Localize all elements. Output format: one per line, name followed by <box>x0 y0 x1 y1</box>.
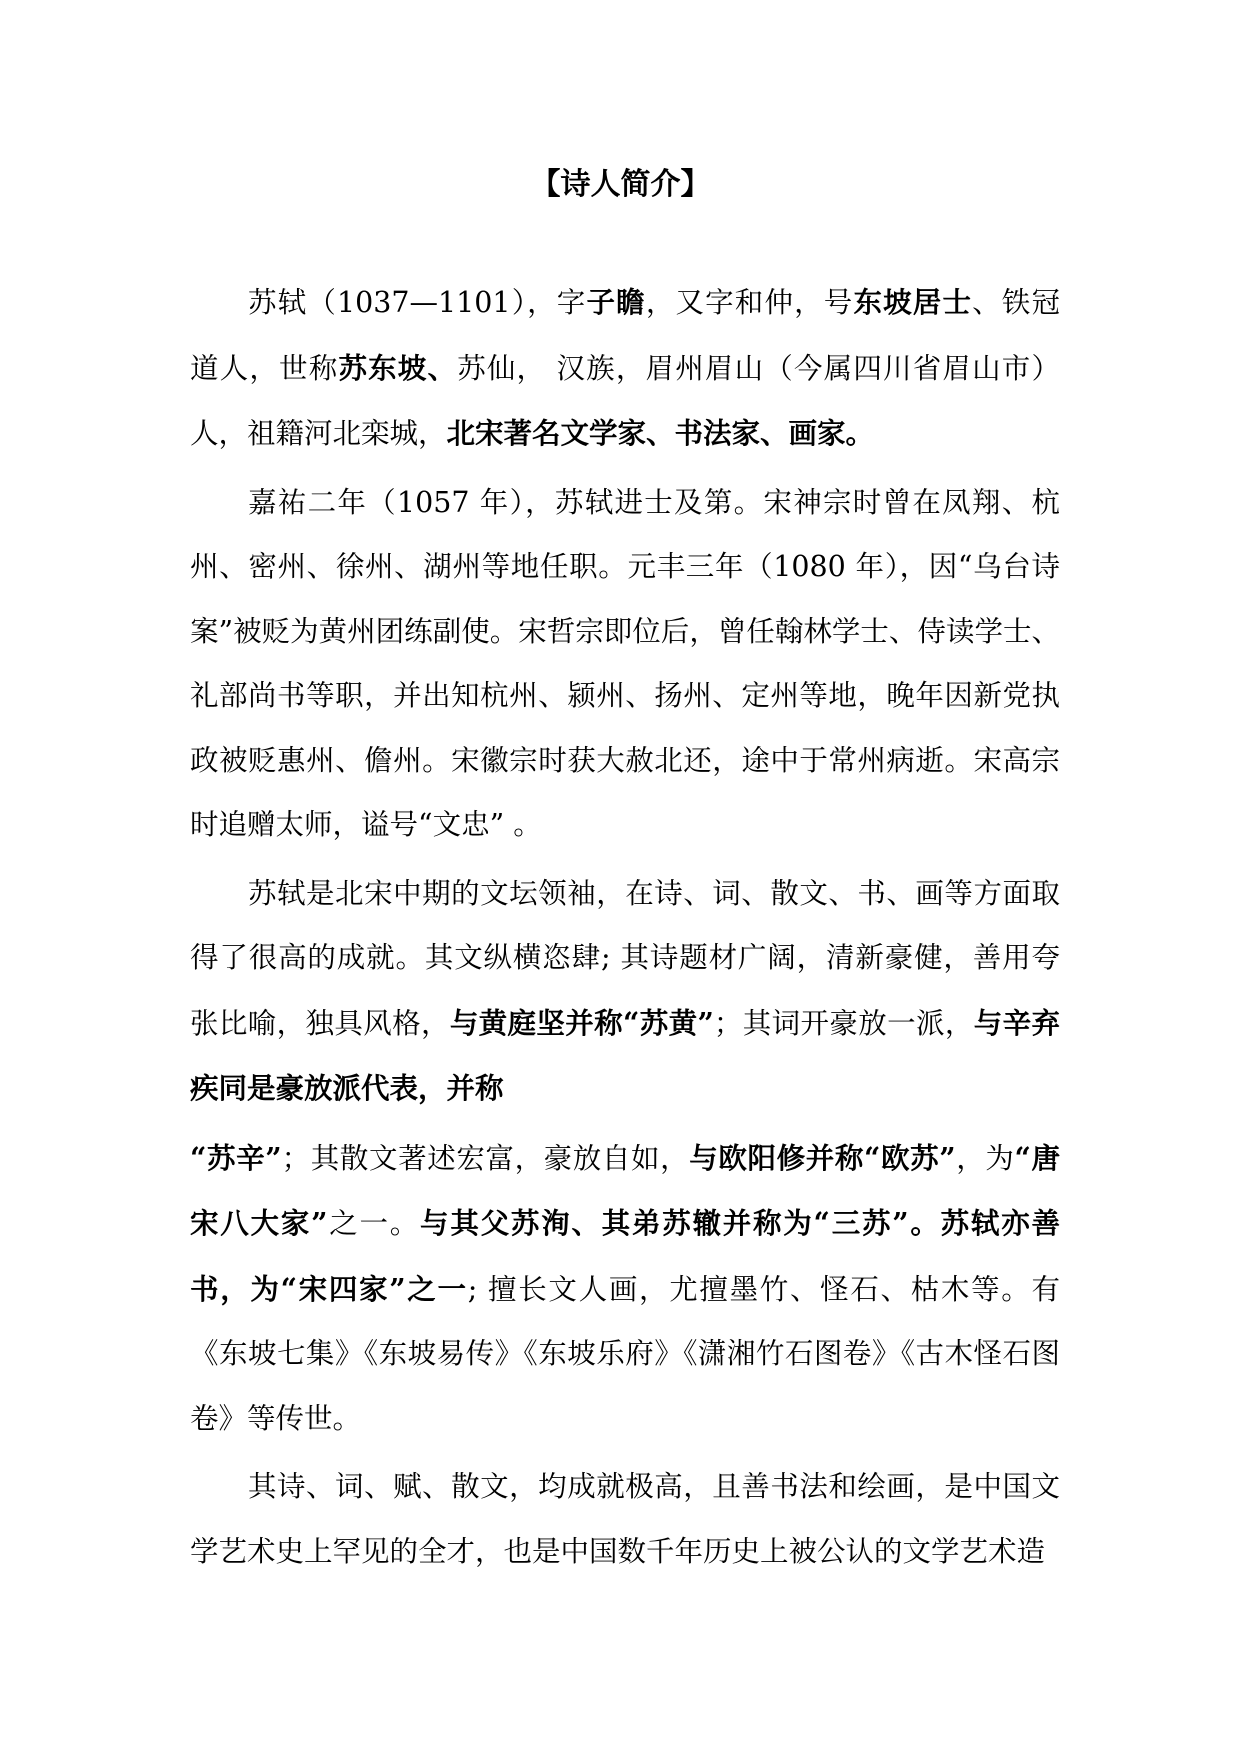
text-run: 苏轼（1037—1101），字 <box>248 286 587 319</box>
bold-run: 子瞻 <box>586 285 646 319</box>
text-run: 其诗、词、赋、散文，均成就极高，且善书法和绘画，是中国文学艺术史上罕见的全才，也是中国数千年历史上被公认的文学艺术造 <box>190 1470 1060 1568</box>
bold-run: 与辛弃疾同是豪放派代表，并称 <box>190 1005 1060 1105</box>
document-body <box>190 270 1060 1588</box>
bold-run: “唐宋八大家” <box>190 1140 1060 1240</box>
bold-run: “苏辛” <box>190 1140 282 1175</box>
text-run: 嘉祐二年（1057 年），苏轼进士及第。宋神宗时曾在凤翔、杭州、密州、徐州、湖州等地任职。元丰三年（1080 年），因“乌台诗案”被贬为黄州团练副使。宋哲宗即位后，曾任翰林学士、侍读学士、礼部尚书等职，并出知杭州、颍州、扬州、定州等地，晚年因新党执政被贬惠州、儋州。宋徽宗时获大赦北还，途中于常州病逝。宋高宗时追赠太师，谥号“文忠” 。 <box>190 485 1060 841</box>
text-run: ; 擅长文人画，尤擅墨竹、怪石、枯木等。有《东坡七集》《东坡易传》《东坡乐府》《潇湘竹石图卷》《古木怪石图卷》等传世。 <box>190 1272 1060 1435</box>
text-run: 苏轼是北宋中期的文坛领袖，在诗、词、散文、书、画等方面取得了很高的成就。其文纵横恣肆; 其诗题材广阔，清新豪健，善用夸张比喻，独具风格， <box>190 876 1060 1040</box>
paragraph-4 <box>190 1126 1060 1452</box>
bold-run: 与欧阳修并称“欧苏” <box>689 1140 956 1175</box>
paragraph-2 <box>190 471 1060 858</box>
text-run: 、铁冠道人，世称 <box>190 286 1060 385</box>
bold-run: 与黄庭坚并称“苏黄” <box>449 1005 714 1040</box>
bold-run: 东坡居士 <box>853 285 973 319</box>
text-run: 之一。 <box>327 1207 421 1240</box>
text-run: ，又字和仲，号 <box>645 286 854 319</box>
bold-run: 苏东坡、 <box>338 350 458 385</box>
text-run: ，为 <box>955 1141 1015 1175</box>
bold-run: 北宋著名文学家、书法家、画家。 <box>446 416 875 450</box>
bold-run: 与其父苏洵、其弟苏辙并称为“三苏”。苏轼亦善书，为“宋四家”之一 <box>190 1206 1060 1306</box>
paragraph-1 <box>190 270 1060 467</box>
text-run: ；其词开豪放一派， <box>713 1006 974 1040</box>
paragraph-5 <box>190 1455 1060 1584</box>
text-run: 苏仙， 汉族，眉州眉山（今属四川省眉山市）人，祖籍河北栾城， <box>190 351 1060 450</box>
page-title: 【诗人简介】 <box>530 167 711 202</box>
text-run: ；其散文著述宏富，豪放自如， <box>281 1141 690 1175</box>
paragraph-3 <box>190 862 1060 1122</box>
